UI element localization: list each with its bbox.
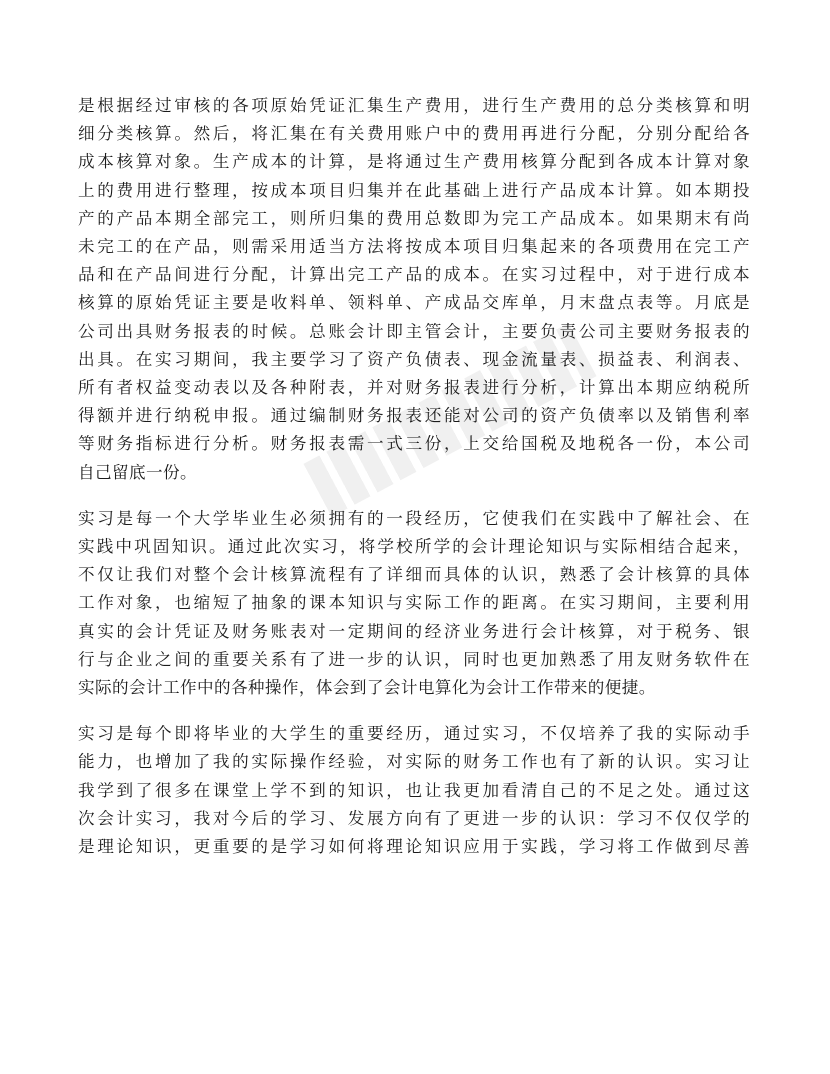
paragraph-2: [78, 505, 750, 702]
text-line: 成本核算对象。生产成本的计算，是将通过生产费用核算分配到各成本计算对象: [78, 152, 750, 172]
text-line: 上的费用进行整理，按成本项目归集并在此基础上进行产品成本计算。如本期投: [78, 180, 750, 200]
text-line: 是理论知识，更重要的是学习如何将理论知识应用于实践，学习将工作做到尽善: [78, 837, 750, 857]
text-line: 细分类核算。然后，将汇集在有关费用账户中的费用再进行分配，分别分配给各: [78, 124, 750, 144]
text-line: 出具。在实习期间，我主要学习了资产负债表、现金流量表、损益表、利润表、: [78, 349, 750, 369]
text-line: 自己留底一份。: [78, 462, 197, 482]
text-line: 实际的会计工作中的各种操作，体会到了会计电算化为会计工作带来的便捷。: [78, 678, 656, 698]
text-line: 工作对象，也缩短了抽象的课本知识与实际工作的距离。在实习期间，主要利用: [78, 593, 750, 613]
text-line: 公司出具财务报表的时候。总账会计即主管会计，主要负责公司主要财务报表的: [78, 321, 750, 341]
paragraph-1: [78, 92, 750, 487]
text-line: 品和在产品间进行分配，计算出完工产品的成本。在实习过程中，对于进行成本: [78, 265, 750, 285]
text-line: 产的产品本期全部完工，则所归集的费用总数即为完工产品成本。如果期末有尚: [78, 208, 750, 228]
text-line: 真实的会计凭证及财务账表对一定期间的经济业务进行会计核算，对于税务、银: [78, 621, 750, 641]
text-line: 等财务指标进行分析。财务报表需一式三份，上交给国税及地税各一份，本公司: [78, 434, 750, 454]
document-page: [78, 92, 750, 861]
text-line: 不仅让我们对整个会计核算流程有了详细而具体的认识，熟悉了会计核算的具体: [78, 565, 750, 585]
text-line: 核算的原始凭证主要是收料单、领料单、产成品交库单，月末盘点表等。月底是: [78, 293, 750, 313]
paragraph-3: [78, 720, 750, 861]
text-line: 实习是每一个大学毕业生必须拥有的一段经历，它使我们在实践中了解社会、在: [78, 508, 750, 528]
text-line: 所有者权益变动表以及各种附表，并对财务报表进行分析，计算出本期应纳税所: [78, 378, 750, 398]
text-line: 实习是每个即将毕业的大学生的重要经历，通过实习，不仅培养了我的实际动手: [78, 724, 750, 744]
text-line: 是根据经过审核的各项原始凭证汇集生产费用，进行生产费用的总分类核算和明: [78, 96, 750, 115]
text-line: 我学到了很多在课堂上学不到的知识，也让我更加看清自己的不足之处。通过这: [78, 780, 750, 800]
text-line: 得额并进行纳税申报。通过编制财务报表还能对公司的资产负债率以及销售利率: [78, 406, 750, 426]
text-line: 未完工的在产品，则需采用适当方法将按成本项目归集起来的各项费用在完工产: [78, 237, 750, 257]
text-line: 实践中巩固知识。通过此次实习，将学校所学的会计理论知识与实际相结合起来，: [78, 537, 750, 557]
paragraph-spacer: [78, 487, 750, 505]
text-line: 次会计实习，我对今后的学习、发展方向有了更进一步的认识：学习不仅仅学的: [78, 808, 750, 828]
text-line: 能力，也增加了我的实际操作经验，对实际的财务工作也有了新的认识。实习让: [78, 752, 750, 772]
paragraph-spacer: [78, 702, 750, 720]
text-line: 行与企业之间的重要关系有了进一步的认识，同时也更加熟悉了用友财务软件在: [78, 649, 750, 669]
